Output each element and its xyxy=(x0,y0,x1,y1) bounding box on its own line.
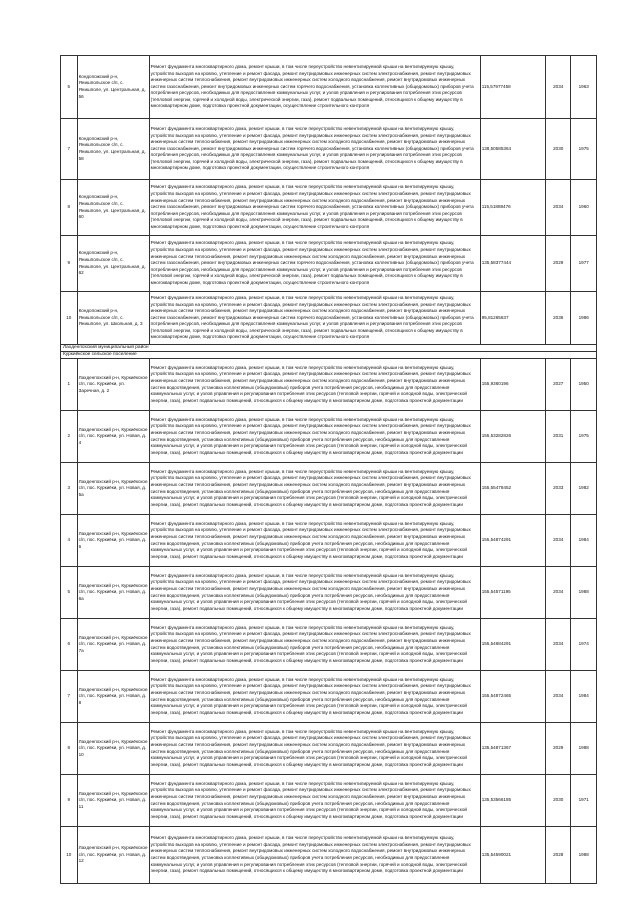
repair-year-cell: 2027 xyxy=(546,359,571,411)
built-year-cell: 1982 xyxy=(571,463,597,515)
works-cell: Ремонт фундамента многоквартирного дома, ремонт крыши, в том числе переустройство невентилируемой крыши на вентилируемую крышу, устройство выходов на кровлю, утепление и ремонт фасада, ремонт внутридомовых инженерных систем электроснабжения, ремонт внутридомовых инженерных систем теплоснабжения, ремонт внутридомовых инженерных систем холодного водоснабжения, ремонт внутридомовых инженерных систем водоотведения, установка коллективных (общедомовых) приборов учета потребления ресурсов, необходимых для предоставления коммунальных услуг, и узлов управления и регулирования потребления этих ресурсов (тепловой энергии, горячей и холодной воды, электрической энергии, газа), ремонт подвальных помещений, относящихся к общему имуществу в многоквартирном доме, подготовка проектной документации xyxy=(149,775,480,827)
built-year-cell: 1975 xyxy=(571,119,597,180)
cost-cell: 155,54571195 xyxy=(480,567,545,619)
row-number: 1 xyxy=(61,359,78,411)
table-row xyxy=(61,236,597,292)
cost-cell: 155,53282826 xyxy=(480,411,545,463)
works-cell: Ремонт фундамента многоквартирного дома, ремонт крыши, в том числе переустройство невентилируемой крыши на вентилируемую крышу, устройство выходов на кровлю, утепление и ремонт фасада, ремонт внутридомовых инженерных систем электроснабжения, ремонт внутридомовых инженерных систем теплоснабжения, ремонт внутридомовых инженерных систем холодного водоснабжения, ремонт внутридомовых инженерных систем водоотведения, установка коллективных (общедомовых) приборов учета потребления ресурсов, необходимых для предоставления коммунальных услуг, и узлов управления и регулирования потребления этих ресурсов (тепловой энергии, горячей и холодной воды, электрической энергии, газа), ремонт подвальных помещений, относящихся к общему имуществу в многоквартирном доме, подготовка проектной документации xyxy=(149,515,480,567)
built-year-cell: 1984 xyxy=(571,671,597,723)
address-cell: Лахденпохский р-н, Куркиёкское с/п, пос. Куркиёки, ул. Новая, д. 8 xyxy=(77,671,149,723)
works-cell: Ремонт фундамента многоквартирного дома, ремонт крыши, в том числе переустройство невентилируемой крыши на вентилируемую крышу, устройство выходов на кровлю, утепление и ремонт фасада, ремонт внутридомовых инженерных систем электроснабжения, ремонт внутридомовых инженерных систем теплоснабжения, ремонт внутридомовых инженерных систем холодного водоснабжения, ремонт внутридомовых инженерных систем водоотведения, установка коллективных (общедомовых) приборов учета потребления ресурсов, необходимых для предоставления коммунальных услуг, и узлов управления и регулирования потребления этих ресурсов (тепловой энергии, горячей и холодной воды, электрической энергии, газа), ремонт подвальных помещений, относящихся к общему имуществу в многоквартирном доме, подготовка проектной документации xyxy=(149,827,480,884)
built-year-cell: 1988 xyxy=(571,723,597,775)
repair-year-cell: 2029 xyxy=(546,236,571,292)
cost-cell: 135,58377444 xyxy=(480,236,545,292)
table-row xyxy=(61,56,597,119)
built-year-cell: 1974 xyxy=(571,619,597,671)
address-cell: Кондопожский р-н, Янишпольское с/п, с. Янишполе, ул. Центральная, д. 58 xyxy=(77,119,149,180)
row-number: 10 xyxy=(61,292,78,345)
built-year-cell: 1988 xyxy=(571,567,597,619)
address-cell: Лахденпохский р-н, Куркиёкское с/п, пос. Куркиёки, ул. Новая, д. 11 xyxy=(77,775,149,827)
address-cell: Лахденпохский р-н, Куркиёкское с/п, пос. Куркиёки, ул. Новая, д. 6 xyxy=(77,515,149,567)
row-number: 7 xyxy=(61,671,78,723)
works-cell: Ремонт фундамента многоквартирного дома, ремонт крыши, в том числе переустройство невентилируемой крыши на вентилируемую крышу, устройство выходов на кровлю, утепление и ремонт фасада, ремонт внутридомовых инженерных систем электроснабжения, ремонт внутридомовых инженерных систем теплоснабжения, ремонт внутридомовых инженерных систем холодного водоснабжения, ремонт внутридомовых инженерных систем газоснабжения, ремонт внутридомовых инженерных систем горячего водоснабжения, установка коллективных (общедомовых) приборов учета потребления ресурсов, необходимых для предоставления коммунальных услуг, и узлов управления и регулирования потребления этих ресурсов (тепловой энергии, горячей и холодной воды, электрической энергии, газа), ремонт подвальных помещений, относящихся к общему имуществу в многоквартирном доме, подготовка проектной документации, осуществление строительного контроля xyxy=(149,180,480,236)
row-number: 10 xyxy=(61,827,78,884)
row-number: 3 xyxy=(61,463,78,515)
row-number: 5 xyxy=(61,56,78,119)
address-cell: Лахденпохский р-н, Куркиёкское с/п, пос. Куркиёки, ул. Новая, д. 7а xyxy=(77,619,149,671)
cost-cell: 155,54872465 xyxy=(480,671,545,723)
works-cell: Ремонт фундамента многоквартирного дома, ремонт крыши, в том числе переустройство невентилируемой крыши на вентилируемую крышу, устройство выходов на кровлю, утепление и ремонт фасада, ремонт внутридомовых инженерных систем электроснабжения, ремонт внутридомовых инженерных систем теплоснабжения, ремонт внутридомовых инженерных систем холодного водоснабжения, ремонт внутридомовых инженерных систем водоотведения, установка коллективных (общедомовых) приборов учета потребления ресурсов, необходимых для предоставления коммунальных услуг, и узлов управления и регулирования потребления этих ресурсов (тепловой энергии, горячей и холодной воды, электрической энергии, газа), ремонт подвальных помещений, относящихся к общему имуществу в многоквартирном доме, подготовка проектной документации xyxy=(149,359,480,411)
row-number: 4 xyxy=(61,515,78,567)
row-number: 8 xyxy=(61,180,78,236)
built-year-cell: 1963 xyxy=(571,56,597,119)
cost-cell: 135,53566185 xyxy=(480,775,545,827)
repair-year-cell: 2034 xyxy=(546,180,571,236)
works-cell: Ремонт фундамента многоквартирного дома, ремонт крыши, в том числе переустройство невентилируемой крыши на вентилируемую крышу, устройство выходов на кровлю, утепление и ремонт фасада, ремонт внутридомовых инженерных систем электроснабжения, ремонт внутридомовых инженерных систем теплоснабжения, ремонт внутридомовых инженерных систем холодного водоснабжения, ремонт внутридомовых инженерных систем водоотведения, установка коллективных (общедомовых) приборов учета потребления ресурсов, необходимых для предоставления коммунальных услуг, и узлов управления и регулирования потребления этих ресурсов (тепловой энергии, горячей и холодной воды, электрической энергии, газа), ремонт подвальных помещений, относящихся к общему имуществу в многоквартирном доме, подготовка проектной документации xyxy=(149,671,480,723)
table-row xyxy=(61,463,597,515)
works-cell: Ремонт фундамента многоквартирного дома, ремонт крыши, в том числе переустройство невентилируемой крыши на вентилируемую крышу, устройство выходов на кровлю, утепление и ремонт фасада, ремонт внутридомовых инженерных систем электроснабжения, ремонт внутридомовых инженерных систем теплоснабжения, ремонт внутридомовых инженерных систем холодного водоснабжения, ремонт внутридомовых инженерных систем водоотведения, установка коллективных (общедомовых) приборов учета потребления ресурсов, необходимых для предоставления коммунальных услуг, и узлов управления и регулирования потребления этих ресурсов (тепловой энергии, горячей и холодной воды, электрической энергии, газа), ремонт подвальных помещений, относящихся к общему имуществу в многоквартирном доме, подготовка проектной документации xyxy=(149,723,480,775)
works-cell: Ремонт фундамента многоквартирного дома, ремонт крыши, в том числе переустройство невентилируемой крыши на вентилируемую крышу, устройство выходов на кровлю, утепление и ремонт фасада, ремонт внутридомовых инженерных систем электроснабжения, ремонт внутридомовых инженерных систем теплоснабжения, ремонт внутридомовых инженерных систем холодного водоснабжения, ремонт внутридомовых инженерных систем водоотведения, установка коллективных (общедомовых) приборов учета потребления ресурсов, необходимых для предоставления коммунальных услуг, и узлов управления и регулирования потребления этих ресурсов (тепловой энергии, горячей и холодной воды, электрической энергии, газа), ремонт подвальных помещений, относящихся к общему имуществу в многоквартирном доме, подготовка проектной документации xyxy=(149,619,480,671)
works-cell: Ремонт фундамента многоквартирного дома, ремонт крыши, в том числе переустройство невентилируемой крыши на вентилируемую крышу, устройство выходов на кровлю, утепление и ремонт фасада, ремонт внутридомовых инженерных систем электроснабжения, ремонт внутридомовых инженерных систем теплоснабжения, ремонт внутридомовых инженерных систем холодного водоснабжения, ремонт внутридомовых инженерных систем водоотведения, установка коллективных (общедомовых) приборов учета потребления ресурсов, необходимых для предоставления коммунальных услуг, и узлов управления и регулирования потребления этих ресурсов (тепловой энергии, горячей и холодной воды, электрической энергии, газа), ремонт подвальных помещений, относящихся к общему имуществу в многоквартирном доме, подготовка проектной документации xyxy=(149,463,480,515)
section-headings xyxy=(61,345,597,359)
settlement-heading: Куркиёкское сельское поселение xyxy=(61,352,597,359)
built-year-cell: 1975 xyxy=(571,411,597,463)
table-row xyxy=(61,671,597,723)
address-cell: Лахденпохский р-н, Куркиёкское с/п, пос. Куркиёки, ул. Новая, д. 12 xyxy=(77,827,149,884)
repair-year-cell: 2034 xyxy=(546,56,571,119)
address-cell: Лахденпохский р-н, Куркиёкское с/п, пос. Куркиёки, ул. Новая, д. 5а xyxy=(77,463,149,515)
capital-repair-table-page xyxy=(60,55,597,884)
built-year-cell: 1977 xyxy=(571,236,597,292)
table-row xyxy=(61,180,597,236)
capital-repair-table xyxy=(60,55,597,884)
address-cell: Лахденпохский р-н, Куркиёкское с/п, пос. Куркиёки, ул. Новая, д. 10 xyxy=(77,723,149,775)
works-cell: Ремонт фундамента многоквартирного дома, ремонт крыши, в том числе переустройство невентилируемой крыши на вентилируемую крышу, устройство выходов на кровлю, утепление и ремонт фасада, ремонт внутридомовых инженерных систем электроснабжения, ремонт внутридомовых инженерных систем теплоснабжения, ремонт внутридомовых инженерных систем холодного водоснабжения, ремонт внутридомовых инженерных систем водоотведения, установка коллективных (общедомовых) приборов учета потребления ресурсов, необходимых для предоставления коммунальных услуг, и узлов управления и регулирования потребления этих ресурсов (тепловой энергии, горячей и холодной воды, электрической энергии, газа), ремонт подвальных помещений, относящихся к общему имуществу в многоквартирном доме, подготовка проектной документации xyxy=(149,411,480,463)
repair-year-cell: 2028 xyxy=(546,827,571,884)
repair-year-cell: 2034 xyxy=(546,515,571,567)
works-cell: Ремонт фундамента многоквартирного дома, ремонт крыши, в том числе переустройство невентилируемой крыши на вентилируемую крышу, устройство выходов на кровлю, утепление и ремонт фасада, ремонт внутридомовых инженерных систем электроснабжения, ремонт внутридомовых инженерных систем теплоснабжения, ремонт внутридомовых инженерных систем холодного водоснабжения, ремонт внутридомовых инженерных систем газоснабжения, ремонт внутридомовых инженерных систем горячего водоснабжения, установка коллективных (общедомовых) приборов учета потребления ресурсов, необходимых для предоставления коммунальных услуг, и узлов управления и регулирования потребления этих ресурсов (тепловой энергии, горячей и холодной воды, электрической энергии, газа), ремонт подвальных помещений, относящихся к общему имуществу в многоквартирном доме, подготовка проектной документации, осуществление строительного контроля xyxy=(149,56,480,119)
works-cell: Ремонт фундамента многоквартирного дома, ремонт крыши, в том числе переустройство невентилируемой крыши на вентилируемую крышу, устройство выходов на кровлю, утепление и ремонт фасада, ремонт внутридомовых инженерных систем электроснабжения, ремонт внутридомовых инженерных систем теплоснабжения, ремонт внутридомовых инженерных систем холодного водоснабжения, ремонт внутридомовых инженерных систем газоснабжения, ремонт внутридомовых инженерных систем горячего водоснабжения, установка коллективных (общедомовых) приборов учета потребления ресурсов, необходимых для предоставления коммунальных услуг, и узлов управления и регулирования потребления этих ресурсов (тепловой энергии, горячей и холодной воды, электрической энергии, газа), ремонт подвальных помещений, относящихся к общему имуществу в многоквартирном доме, подготовка проектной документации, осуществление строительного контроля xyxy=(149,119,480,180)
cost-cell: 135,54590021 xyxy=(480,827,545,884)
row-number: 8 xyxy=(61,723,78,775)
table-row xyxy=(61,723,597,775)
repair-year-cell: 2034 xyxy=(546,671,571,723)
table-row xyxy=(61,359,597,411)
cost-cell: 155,54684291 xyxy=(480,619,545,671)
repair-year-cell: 2034 xyxy=(546,619,571,671)
built-year-cell: 1984 xyxy=(571,515,597,567)
cost-cell: 138,50585364 xyxy=(480,119,545,180)
address-cell: Кондопожский р-н, Янишпольское с/п, с. Янишполе, ул. Центральная, д. 60 xyxy=(77,180,149,236)
repair-year-cell: 2029 xyxy=(546,723,571,775)
cost-cell: 155,9360196 xyxy=(480,359,545,411)
cost-cell: 95,81265637 xyxy=(480,292,545,345)
address-cell: Кондопожский р-н, Янишпольское с/п, с. Янишполе, ул. Центральная, д. 56 xyxy=(77,56,149,119)
table-row xyxy=(61,775,597,827)
table-row xyxy=(61,292,597,345)
repair-year-cell: 2033 xyxy=(546,463,571,515)
built-year-cell: 1950 xyxy=(571,359,597,411)
repair-year-cell: 2031 xyxy=(546,411,571,463)
row-number: 9 xyxy=(61,236,78,292)
row-number: 5 xyxy=(61,567,78,619)
table-row xyxy=(61,119,597,180)
address-cell: Кондопожский р-н, Янишпольское с/п, с. Янишполе, ул. Школьная, д. 3 xyxy=(77,292,149,345)
table-row xyxy=(61,827,597,884)
row-number: 7 xyxy=(61,119,78,180)
works-cell: Ремонт фундамента многоквартирного дома, ремонт крыши, в том числе переустройство невентилируемой крыши на вентилируемую крышу, устройство выходов на кровлю, утепление и ремонт фасада, ремонт внутридомовых инженерных систем электроснабжения, ремонт внутридомовых инженерных систем теплоснабжения, ремонт внутридомовых инженерных систем холодного водоснабжения, ремонт внутридомовых инженерных систем водоотведения, установка коллективных (общедомовых) приборов учета потребления ресурсов, необходимых для предоставления коммунальных услуг, и узлов управления и регулирования потребления этих ресурсов (тепловой энергии, горячей и холодной воды, электрической энергии, газа), ремонт подвальных помещений, относящихся к общему имуществу в многоквартирном доме, подготовка проектной документации xyxy=(149,567,480,619)
address-cell: Лахденпохский р-н, Куркиёкское с/п, пос. Куркиёки, ул. Заречная, д. 2 xyxy=(77,359,149,411)
repair-year-cell: 2030 xyxy=(546,119,571,180)
district-heading: Лахденпохский муниципальный район xyxy=(61,345,597,352)
address-cell: Лахденпохский р-н, Куркиёкское с/п, пос. Куркиёки, ул. Новая, д. 6а xyxy=(77,567,149,619)
address-cell: Лахденпохский р-н, Куркиёкское с/п, пос. Куркиёки, ул. Новая, д. 4 xyxy=(77,411,149,463)
cost-cell: 135,54871367 xyxy=(480,723,545,775)
table-row xyxy=(61,411,597,463)
address-cell: Кондопожский р-н, Янишпольское с/п, с. Янишполе, ул. Центральная, д. 62 xyxy=(77,236,149,292)
kurkiyoki-rows xyxy=(61,359,597,884)
repair-year-cell: 2030 xyxy=(546,775,571,827)
built-year-cell: 1960 xyxy=(571,180,597,236)
table-row xyxy=(61,619,597,671)
cost-cell: 115,51888476 xyxy=(480,180,545,236)
built-year-cell: 1996 xyxy=(571,292,597,345)
cost-cell: 155,54874291 xyxy=(480,515,545,567)
works-cell: Ремонт фундамента многоквартирного дома, ремонт крыши, в том числе переустройство невентилируемой крыши на вентилируемую крышу, устройство выходов на кровлю, утепление и ремонт фасада, ремонт внутридомовых инженерных систем электроснабжения, ремонт внутридомовых инженерных систем теплоснабжения, ремонт внутридомовых инженерных систем холодного водоснабжения, ремонт внутридомовых инженерных систем газоснабжения, ремонт внутридомовых инженерных систем горячего водоснабжения, установка коллективных (общедомовых) приборов учета потребления ресурсов, необходимых для предоставления коммунальных услуг, и узлов управления и регулирования потребления этих ресурсов (тепловой энергии, горячей и холодной воды, электрической энергии, газа), ремонт подвальных помещений, относящихся к общему имуществу в многоквартирном доме, подготовка проектной документации, осуществление строительного контроля xyxy=(149,236,480,292)
table-row xyxy=(61,515,597,567)
row-number: 6 xyxy=(61,619,78,671)
cost-cell: 115,57977458 xyxy=(480,56,545,119)
repair-year-cell: 2036 xyxy=(546,292,571,345)
settlement-heading-row xyxy=(61,352,597,359)
built-year-cell: 1971 xyxy=(571,775,597,827)
row-number: 9 xyxy=(61,775,78,827)
built-year-cell: 1988 xyxy=(571,827,597,884)
kondopoga-rows xyxy=(61,56,597,345)
repair-year-cell: 2034 xyxy=(546,567,571,619)
works-cell: Ремонт фундамента многоквартирного дома, ремонт крыши, в том числе переустройство невентилируемой крыши на вентилируемую крышу, устройство выходов на кровлю, утепление и ремонт фасада, ремонт внутридомовых инженерных систем электроснабжения, ремонт внутридомовых инженерных систем теплоснабжения, ремонт внутридомовых инженерных систем холодного водоснабжения, ремонт внутридомовых инженерных систем газоснабжения, ремонт внутридомовых инженерных систем горячего водоснабжения, установка коллективных (общедомовых) приборов учета потребления ресурсов, необходимых для предоставления коммунальных услуг, и узлов управления и регулирования потребления этих ресурсов (тепловой энергии, горячей и холодной воды, электрической энергии, газа), ремонт подвальных помещений, относящихся к общему имуществу в многоквартирном доме, подготовка проектной документации, осуществление строительного контроля xyxy=(149,292,480,345)
table-row xyxy=(61,567,597,619)
cost-cell: 155,55478452 xyxy=(480,463,545,515)
district-heading-row xyxy=(61,345,597,352)
row-number: 2 xyxy=(61,411,78,463)
